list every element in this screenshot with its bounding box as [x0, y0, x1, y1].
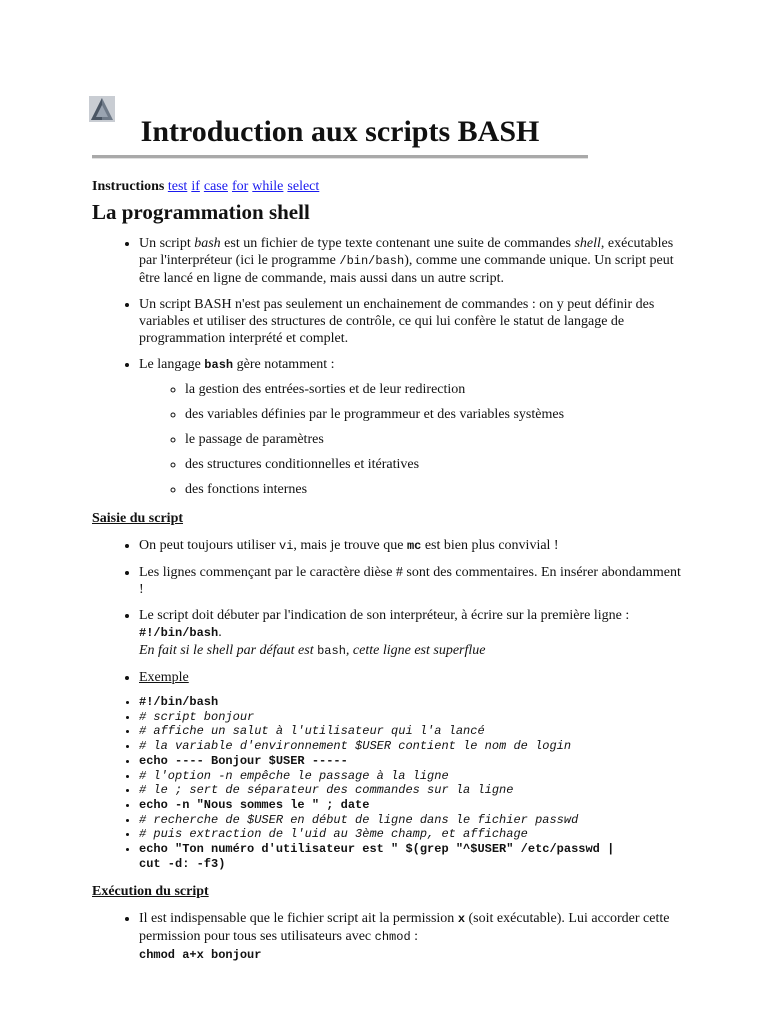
- sublist-item: ◦ des variables définies par le programmeur et des variables systèmes: [185, 406, 682, 423]
- list-item: [139, 235, 682, 287]
- execution-list: [92, 910, 682, 964]
- list-item: [139, 669, 682, 686]
- text: , mais je trouve que: [293, 538, 407, 553]
- sublist-item: ◦ des fonctions internes: [185, 481, 682, 498]
- list-item: [139, 910, 682, 964]
- page-title: Introduction aux scripts BASH: [140, 115, 540, 148]
- text: shell: [574, 236, 601, 251]
- sublist-item: ◦ des structures conditionnelles et itératives: [185, 456, 682, 473]
- code-line: • # le ; sert de séparateur des commandes sur la ligne: [139, 783, 682, 798]
- text: est bien plus convivial !: [421, 538, 559, 553]
- text: :: [410, 929, 419, 945]
- section-heading-execution: Exécution du script: [92, 884, 209, 900]
- text: Un script: [139, 236, 195, 251]
- code-inline: chmod a+x bonjour: [139, 948, 262, 963]
- nav-link-select[interactable]: select: [287, 179, 320, 194]
- code-inline: vi: [279, 539, 294, 553]
- saisie-list: [92, 537, 682, 686]
- code-inline: bash: [204, 358, 234, 372]
- section-heading-saisie: Saisie du script: [92, 511, 184, 526]
- nav-link-test[interactable]: test: [167, 179, 188, 194]
- text: est un fichier de type texte contenant une suite de commandes: [220, 236, 575, 251]
- code-example: [92, 695, 682, 871]
- text: (soit exécutable). Lui accorder cette permission pour tous ses utilisateurs avec: [139, 911, 670, 945]
- nav-link-for[interactable]: for: [231, 179, 249, 194]
- list-item: [139, 607, 682, 660]
- example-label: Exemple: [139, 670, 189, 685]
- code-line: • # script bonjour: [139, 710, 682, 725]
- text: , cette ligne est superflue: [345, 643, 486, 658]
- sublist-item: ◦ le passage de paramètres: [185, 431, 682, 448]
- code-inline: mc: [406, 539, 422, 553]
- code-inline: #!/bin/bash: [139, 626, 219, 640]
- text: On peut toujours utiliser: [139, 538, 279, 553]
- code-inline: /bin/bash: [339, 254, 405, 268]
- nav-link-if[interactable]: if: [191, 179, 200, 194]
- code-line: • #!/bin/bash: [139, 695, 682, 710]
- text: , exécutables par l'interpréteur (ici le programme: [139, 236, 674, 268]
- nav-label: Instructions: [92, 179, 165, 194]
- instructions-nav: [92, 178, 682, 195]
- code-line: • echo ---- Bonjour $USER -----: [139, 754, 682, 769]
- main-content: [92, 178, 682, 973]
- code-line: • # la variable d'environnement $USER contient le nom de login: [139, 739, 682, 754]
- programmation-list: [92, 235, 682, 498]
- nav-link-case[interactable]: case: [203, 179, 228, 194]
- section-heading-programmation: La programmation shell: [92, 200, 310, 224]
- text: gère notamment :: [233, 357, 335, 372]
- nav-link-while[interactable]: while: [252, 179, 284, 194]
- code-line: • # affiche un salut à l'utilisateur qui l'a lancé: [139, 724, 682, 739]
- text: Il est indispensable que le fichier script ait la permission: [139, 911, 458, 927]
- list-item: • Un script BASH n'est pas seulement un enchainement de commandes : on y peut définir des variables et utiliser des structures de contrôle, ce qui lui confère le statut de langage de programmation interprété et complet.: [139, 296, 682, 347]
- list-item: [139, 537, 682, 555]
- code-line: • echo -n "Nous sommes le " ; date: [139, 798, 682, 813]
- code-inline: bash: [317, 644, 346, 658]
- features-sublist: [139, 381, 682, 498]
- code-line: • # l'option -n empêche le passage à la ligne: [139, 769, 682, 784]
- text: Le script doit débuter par l'indication de son interpréteur, à écrire sur la première ligne :: [139, 608, 630, 623]
- text: Le langage: [139, 357, 205, 372]
- text: .: [218, 625, 222, 640]
- code-line: • # recherche de $USER en début de ligne dans le fichier passwd: [139, 813, 682, 828]
- text: En fait si le shell par défaut est: [139, 643, 318, 658]
- code-inline: chmod: [374, 930, 411, 945]
- text: bash: [194, 236, 221, 251]
- sublist-item: ◦ la gestion des entrées-sorties et de leur redirection: [185, 381, 682, 398]
- text: ), comme une commande unique. Un script peut être lancé en ligne de commande, mais aussi dans un autre script.: [139, 253, 674, 286]
- list-item: [139, 356, 682, 498]
- code-line: • # puis extraction de l'uid au 3ème champ, et affichage: [139, 827, 682, 842]
- title-divider: [92, 155, 588, 159]
- code-inline: x: [457, 912, 466, 927]
- list-item: • Les lignes commençant par le caractère dièse # sont des commentaires. En insérer abondamment !: [139, 564, 682, 598]
- code-line: • echo "Ton numéro d'utilisateur est " $(grep "^$USER" /etc/passwd | cut -d: -f3): [139, 842, 682, 871]
